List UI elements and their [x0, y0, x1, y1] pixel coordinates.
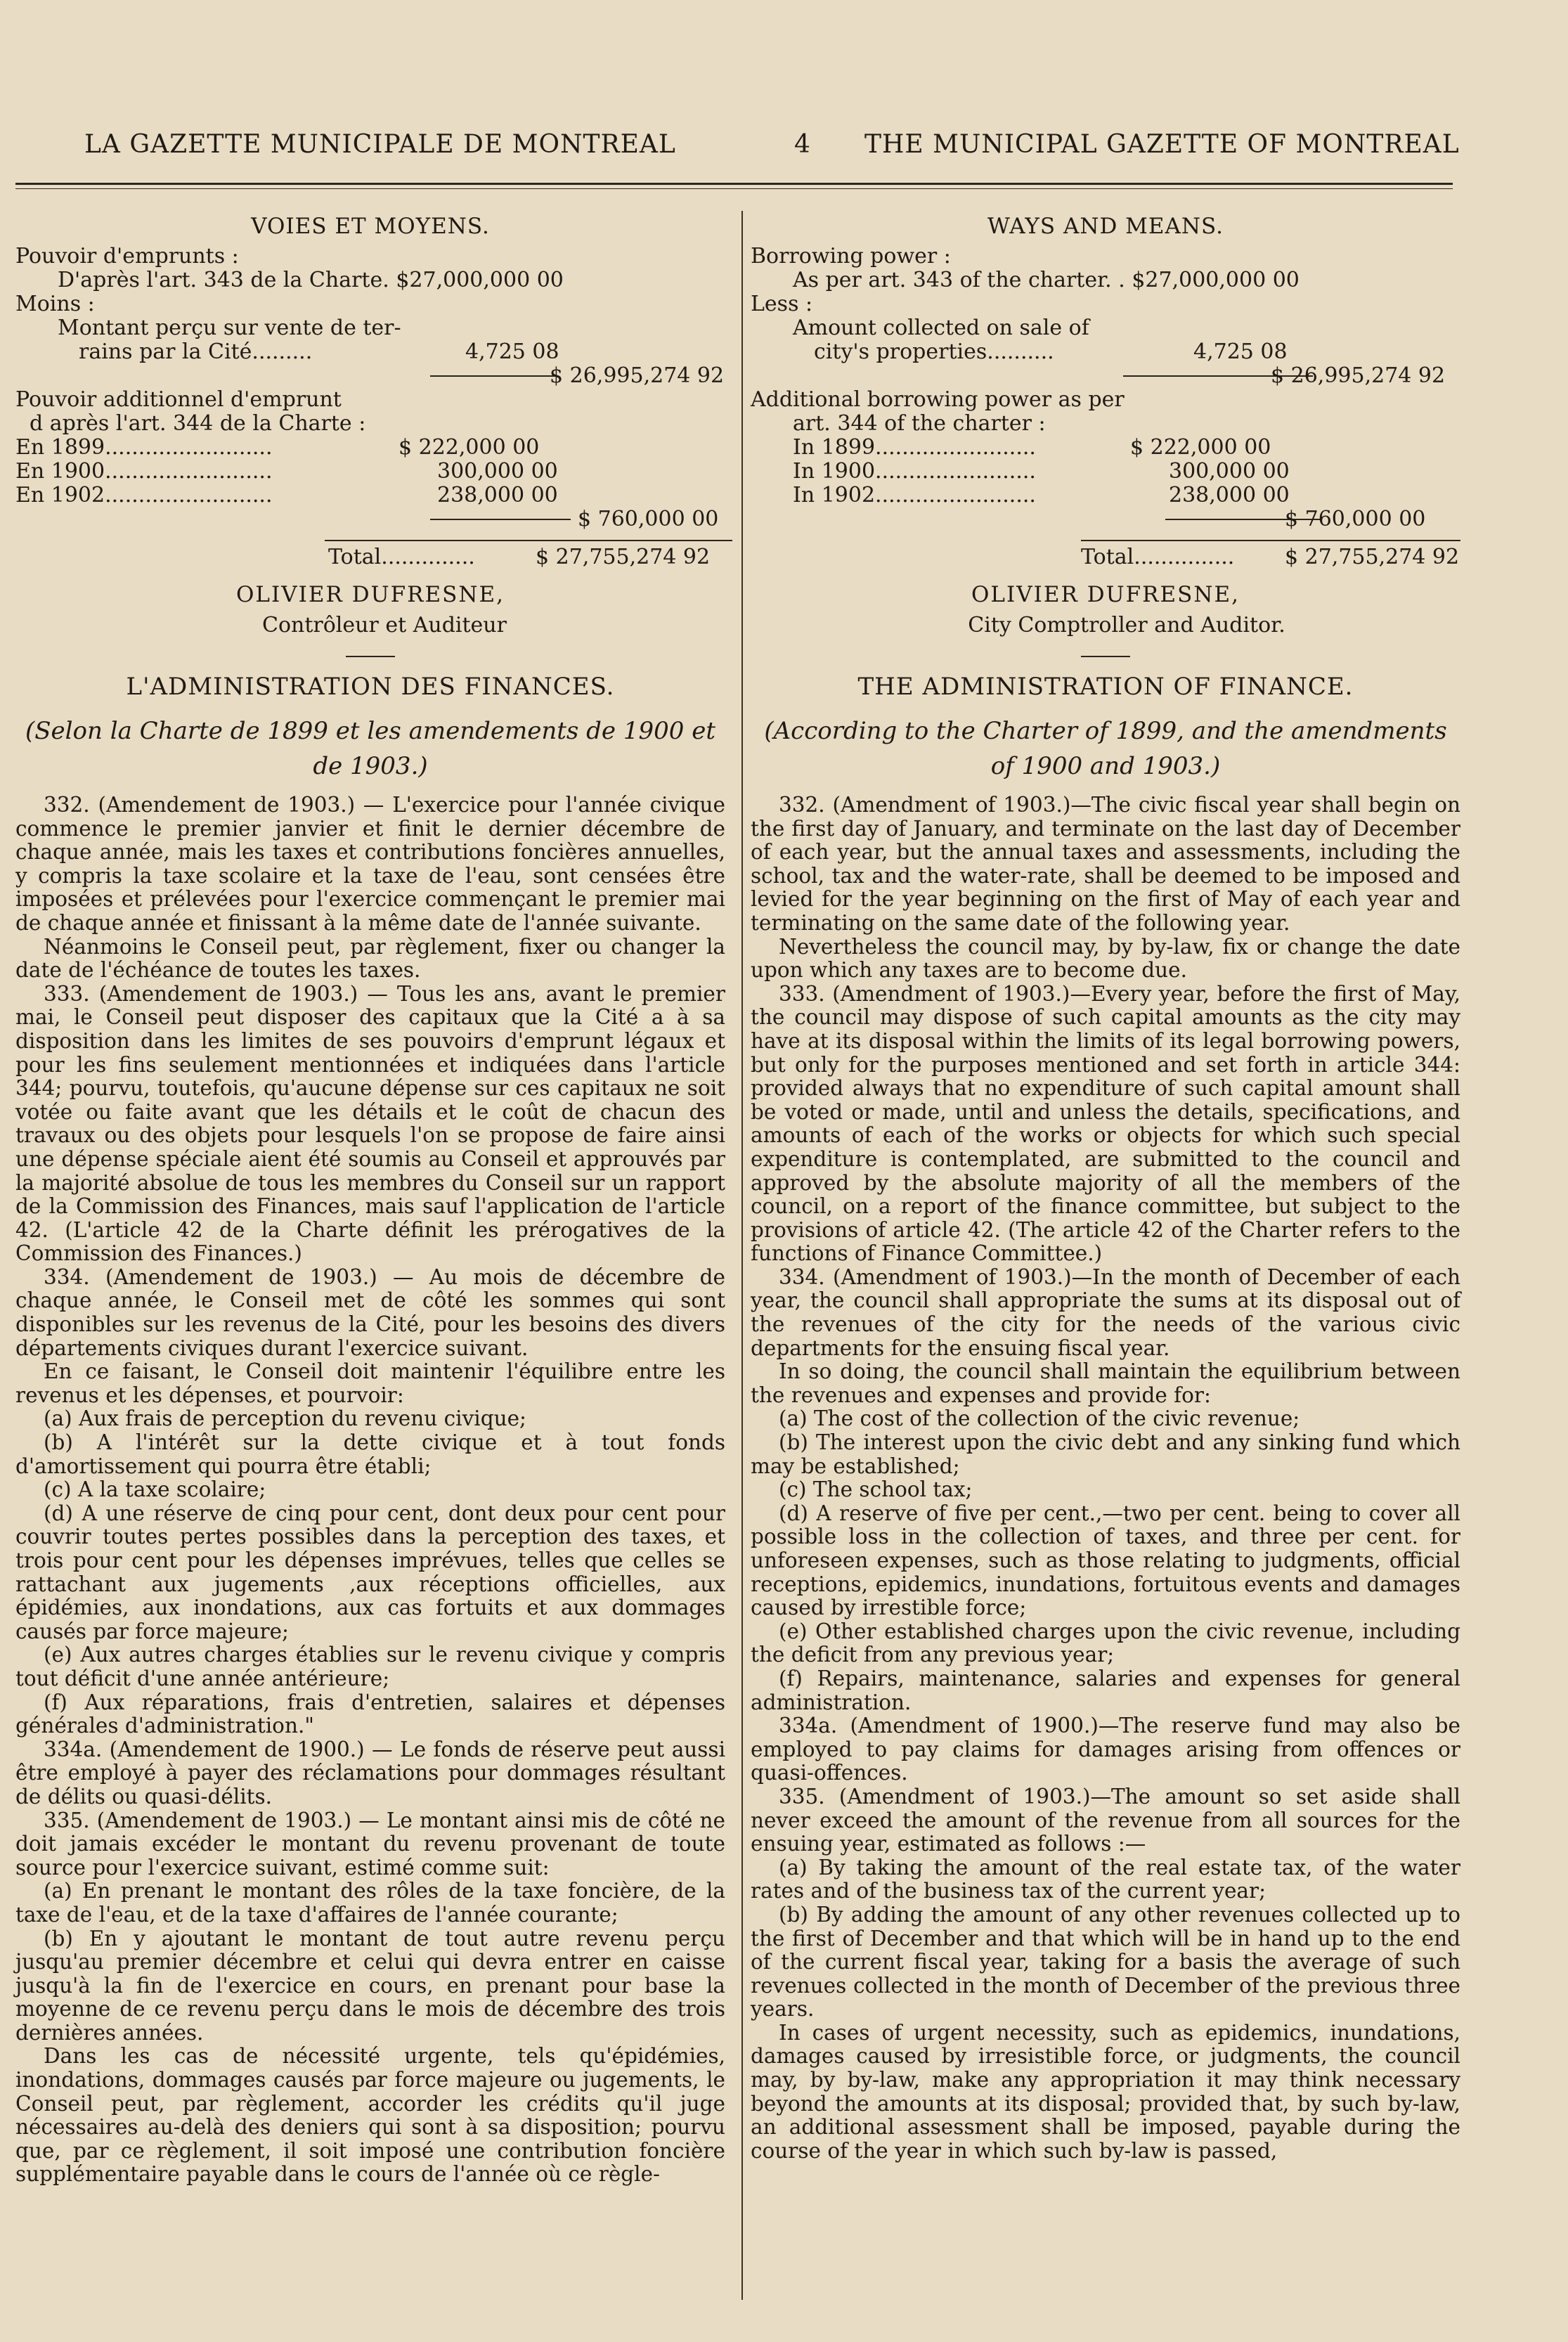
body-paragraph: 334. (Amendement de 1903.) — Au mois de décembre de chaque année, le Conseil met de côté les sommes qui sont disponibles sur les revenus de la Cité, pour les besoins des divers départements civiques durant l'exercice suivant. — [15, 1264, 725, 1360]
body-paragraph: (d) A une réserve de cinq pour cent, dont deux pour cent pour couvrir toutes pertes possibles dans la perception des taxes, et trois pour cent pour les dépenses imprévues, telles que celles se rattachant aux jugements ,aux réceptions officielles, aux épidémies, aux inondations, aux cas fortuits et aux dommages causés par force majeure; — [15, 1501, 725, 1643]
body-paragraph: (a) Aux frais de perception du revenu civique; — [44, 1406, 526, 1431]
subtotal-line — [751, 364, 1460, 388]
french-body-text — [15, 794, 725, 2187]
body-paragraph: (f) Repairs, maintenance, salaries and expenses for general administration. — [751, 1666, 1460, 1714]
body-paragraph: (b) A l'intérêt sur la dette civique et à tout fonds d'amortissement qui pourra être établi; — [15, 1430, 725, 1478]
french-column — [15, 204, 725, 2187]
section-separator — [1081, 656, 1130, 657]
admin-title: THE ADMINISTRATION OF FINANCE. — [857, 673, 1354, 701]
body-paragraph: 334. (Amendment of 1903.)—In the month of December of each year, the council shall appropriate the sums at its disposal out of the revenues of the city for the needs of the various civic departments for the ensuing fiscal year. — [751, 1264, 1460, 1360]
total-label: Total.............. — [328, 545, 475, 569]
year-1900-line: In 1900........................ 300,000 00 — [793, 459, 1290, 484]
body-paragraph: En ce faisant, le Conseil doit maintenir l'équilibre entre les revenus et les dépenses, et pourvoir: — [15, 1359, 725, 1407]
body-paragraph: (a) En prenant le montant des rôles de la taxe foncière, de la taxe de l'eau, et de la taxe d'affaires de l'année courante; — [15, 1879, 725, 1927]
year-1902-line: En 1902......................... 238,000 00 — [15, 483, 558, 507]
body-paragraph: 335. (Amendement de 1903.) — Le montant ainsi mis de côté ne doit jamais excéder le montant du revenu provenant de toute source pour l'exercice suivant, estimé comme suit: — [15, 1808, 725, 1880]
header-french-title: LA GAZETTE MUNICIPALE DE MONTREAL — [84, 130, 676, 159]
year-1902-amount: 238,000 00 — [437, 483, 558, 507]
body-paragraph: 334a. (Amendement de 1900.) — Le fonds de réserve peut aussi être employé à payer des réclamations pour dommages résultant de délits ou quasi-délits. — [15, 1737, 725, 1809]
year-1899-amount: $ 222,000 00 — [399, 435, 540, 460]
body-paragraph: (a) By taking the amount of the real estate tax, of the water rates and of the business tax of the current year; — [751, 1855, 1460, 1903]
year-1900-amount: 300,000 00 — [437, 459, 558, 484]
admin-title: L'ADMINISTRATION DES FINANCES. — [126, 673, 615, 701]
year-1902-amount: 238,000 00 — [1169, 483, 1290, 507]
body-paragraph: (f) Aux réparations, frais d'entretien, salaires et dépenses générales d'administration." — [15, 1690, 725, 1738]
page-number: 4 — [794, 130, 811, 159]
body-paragraph: In cases of urgent necessity, such as epidemics, inundations, damages caused by irresistible force, or judgments, the council may, by by-law, make any appropriation it may think necessary beyond the amounts at its disposal; provided that, by such by-law, an additional assessment shall be imposed, payable during the course of the year in which such by-law is passed, — [751, 2020, 1460, 2163]
signature-name: OLIVIER DUFRESNE, — [235, 582, 505, 607]
additional-total-line — [751, 507, 1460, 536]
year-1902-line: In 1902........................ 238,000 00 — [793, 483, 1290, 507]
sale-amount: 4,725 08 — [465, 339, 559, 364]
body-paragraph: 332. (Amendment of 1903.)—The civic fiscal year shall begin on the first day of January, and terminate on the last day of December of each year, but the annual taxes and assessments, including the school, tax and the water-rate, shall be deemed to be imposed and levied for the year beginning on the first of May of each year and terminating on the same date of the following year. — [751, 793, 1460, 935]
sale-line-1: Amount collected on sale of — [793, 316, 1089, 340]
additional-line-2: art. 344 of the charter : — [793, 411, 1046, 436]
body-paragraph: (e) Aux autres charges établies sur le revenu civique y compris tout déficit d'une année antérieure; — [15, 1643, 725, 1690]
total-label: Total............... — [1081, 545, 1235, 569]
additional-total-line — [15, 507, 725, 536]
english-body-text — [751, 794, 1460, 2163]
column-divider — [741, 211, 743, 2300]
body-paragraph: 335. (Amendment of 1903.)—The amount so set aside shall never exceed the amount of the revenue from all sources for the ensuing year, estimated as follows :— — [751, 1784, 1460, 1856]
total-line — [15, 540, 725, 571]
signature-title: City Comptroller and Auditor. — [968, 613, 1285, 638]
additional-total-amount: $ 760,000 00 — [1285, 507, 1426, 531]
year-1900-line: En 1900......................... 300,000 00 — [15, 459, 558, 484]
sale-line-2: rains par la Cité......... 4,725 08 — [79, 339, 559, 364]
additional-line-1: Additional borrowing power as per — [751, 387, 1125, 412]
year-1900-amount: 300,000 00 — [1169, 459, 1290, 484]
less-label: Less : — [751, 292, 813, 316]
subtotal-amount: $ 26,995,274 92 — [550, 363, 725, 388]
charter-amount: $27,000,000 00 — [396, 268, 564, 292]
body-paragraph: (e) Other established charges upon the civic revenue, including the deficit from any previous year; — [751, 1619, 1460, 1667]
additional-line-2: d après l'art. 344 de la Charte : — [30, 411, 366, 436]
header-english-title: THE MUNICIPAL GAZETTE OF MONTREAL — [864, 130, 1460, 159]
signature-name: OLIVIER DUFRESNE, — [971, 582, 1240, 607]
additional-line-1: Pouvoir additionnel d'emprunt — [15, 387, 342, 412]
body-paragraph: (c) The school tax; — [779, 1477, 973, 1502]
charter-amount: $27,000,000 00 — [1132, 268, 1300, 292]
page-header — [84, 123, 1462, 165]
sale-line-1: Montant perçu sur vente de ter- — [58, 316, 401, 340]
header-rule-thin — [15, 188, 1453, 189]
body-paragraph: (b) The interest upon the civic debt and any sinking fund which may be established; — [751, 1430, 1460, 1478]
total-amount: $ 27,755,274 92 — [1285, 545, 1460, 569]
body-paragraph: 333. (Amendment of 1903.)—Every year, before the first of May, the council may dispose of such capital amounts as the city may have at its disposal within the limits of its legal borrowing powers, but only for the purposes mentioned and set forth in article 344: provided always that no expenditure of such capital amount shall be voted or made, until and unless the details, specifications, and amounts of each of the works or objects for which such special expenditure is contemplated, are submitted to the council and approved by the absolute majority of all the members of the council, on a report of the finance committee, but subject to the provisions of article 42. (The article 42 of the Charter refers to the functions of Finance Committee.) — [751, 981, 1460, 1266]
body-paragraph: (b) En y ajoutant le montant de tout autre revenu perçu jusqu'au premier décembre et celui qui devra entrer en caisse jusqu'à la fin de l'exercice en cours, en prenant pour base la moyenne de ce revenu perçu dans le mois de décembre des trois dernières années. — [15, 1926, 725, 2045]
english-column — [751, 204, 1460, 2163]
subtotal-amount: $ 26,995,274 92 — [1271, 363, 1446, 388]
body-paragraph: (d) A reserve of five per cent.,—two per cent. being to cover all possible loss in the collection of taxes, and three per cent. for unforeseen expenses, such as those relating to judgments, official receptions, epidemics, inundations, fortuitous events and damages caused by irrestible force; — [751, 1501, 1460, 1620]
sale-amount: 4,725 08 — [1193, 339, 1288, 364]
body-paragraph: 333. (Amendement de 1903.) — Tous les ans, avant le premier mai, le Conseil peut disposer des capitaux que la Cité a à sa disposition dans les limites de ses pouvoirs d'emprunt légaux et pour les fins seulement mentionnées et indiquées dans l'article 344; pourvu, toutefois, qu'aucune dépense sur ces capitaux ne soit votée ou faite avant que les détails et le coût de chacun des travaux ou des objets pour lesquels l'on se propose de faire ainsi une dépense spéciale aient été soumis au Conseil et approuvés par la majorité absolue de tous les membres du Conseil sur un rapport de la Commission des Finances, mais sauf l'application de l'article 42. (L'article 42 de la Charte définit les prérogatives de la Commission des Finances.) — [15, 981, 725, 1266]
sale-line-2: city's properties.......... 4,725 08 — [814, 339, 1288, 364]
section-separator — [346, 656, 395, 657]
charter-line: D'après l'art. 343 de la Charte. $27,000,000 00 — [58, 268, 564, 292]
body-paragraph: Dans les cas de nécessité urgente, tels qu'épidémies, inondations, dommages causés par force majeure ou jugements, le Conseil peut, par règlement, accorder les crédits qu'il juge nécessaires au-delà des deniers qui sont à sa disposition; pourvu que, par ce règlement, il soit imposé une contribution foncière supplémentaire payable dans le cours de l'année où ce règle- — [15, 2044, 725, 2187]
less-label: Moins : — [15, 292, 95, 316]
body-paragraph: Nevertheless the council may, by by-law, fix or change the date upon which any taxes are to become due. — [751, 934, 1460, 983]
total-amount: $ 27,755,274 92 — [536, 545, 711, 569]
body-paragraph: (b) By adding the amount of any other revenues collected up to the first of December and that which will be in hand up to the end of the current fiscal year, taking for a basis the average of such revenues collected in the month of December of the previous three years. — [751, 1902, 1460, 2021]
body-paragraph: In so doing, the council shall maintain the equilibrium between the revenues and expenses and provide for: — [751, 1359, 1460, 1407]
borrow-label: Pouvoir d'emprunts : — [15, 244, 239, 269]
body-paragraph: Néanmoins le Conseil peut, par règlement, fixer ou changer la date de l'échéance de toutes les taxes. — [15, 934, 725, 983]
admin-subtitle: (Selon la Charte de 1899 et les amendements de 1900 et de 1903.) — [25, 717, 715, 780]
subtotal-line — [15, 364, 725, 388]
body-paragraph: 334a. (Amendment of 1900.)—The reserve fund may also be employed to pay claims for damages arising from offences or quasi-offences. — [751, 1714, 1460, 1785]
body-paragraph: 332. (Amendement de 1903.) — L'exercice pour l'année civique commence le premier janvier et finit le dernier décembre de chaque année, mais les taxes et contributions foncières annuelles, y compris la taxe scolaire et la taxe de l'eau, sont censées être imposées et prélevées pour l'exercice commençant le premier mai de chaque année et finissant à la même date de l'année suivante. — [15, 793, 725, 935]
ways-means-title: WAYS AND MEANS. — [987, 214, 1224, 239]
body-paragraph: (c) A la taxe scolaire; — [44, 1477, 266, 1502]
total-line — [751, 540, 1460, 571]
admin-subtitle: (According to the Charter of 1899, and the amendments of 1900 and 1903.) — [764, 717, 1447, 780]
borrow-label: Borrowing power : — [751, 244, 951, 269]
year-1899-line: In 1899........................ $ 222,000 00 — [793, 435, 1271, 460]
signature-title: Contrôleur et Auditeur — [262, 613, 507, 638]
charter-line: As per art. 343 of the charter. . $27,000,000 00 — [793, 268, 1300, 292]
additional-total-amount: $ 760,000 00 — [578, 507, 719, 531]
header-rule-thick — [15, 183, 1453, 185]
ways-means-title: VOIES ET MOYENS. — [251, 214, 490, 239]
year-1899-line: En 1899......................... $ 222,000 00 — [15, 435, 540, 460]
body-paragraph: (a) The cost of the collection of the civic revenue; — [779, 1406, 1300, 1431]
year-1899-amount: $ 222,000 00 — [1130, 435, 1271, 460]
